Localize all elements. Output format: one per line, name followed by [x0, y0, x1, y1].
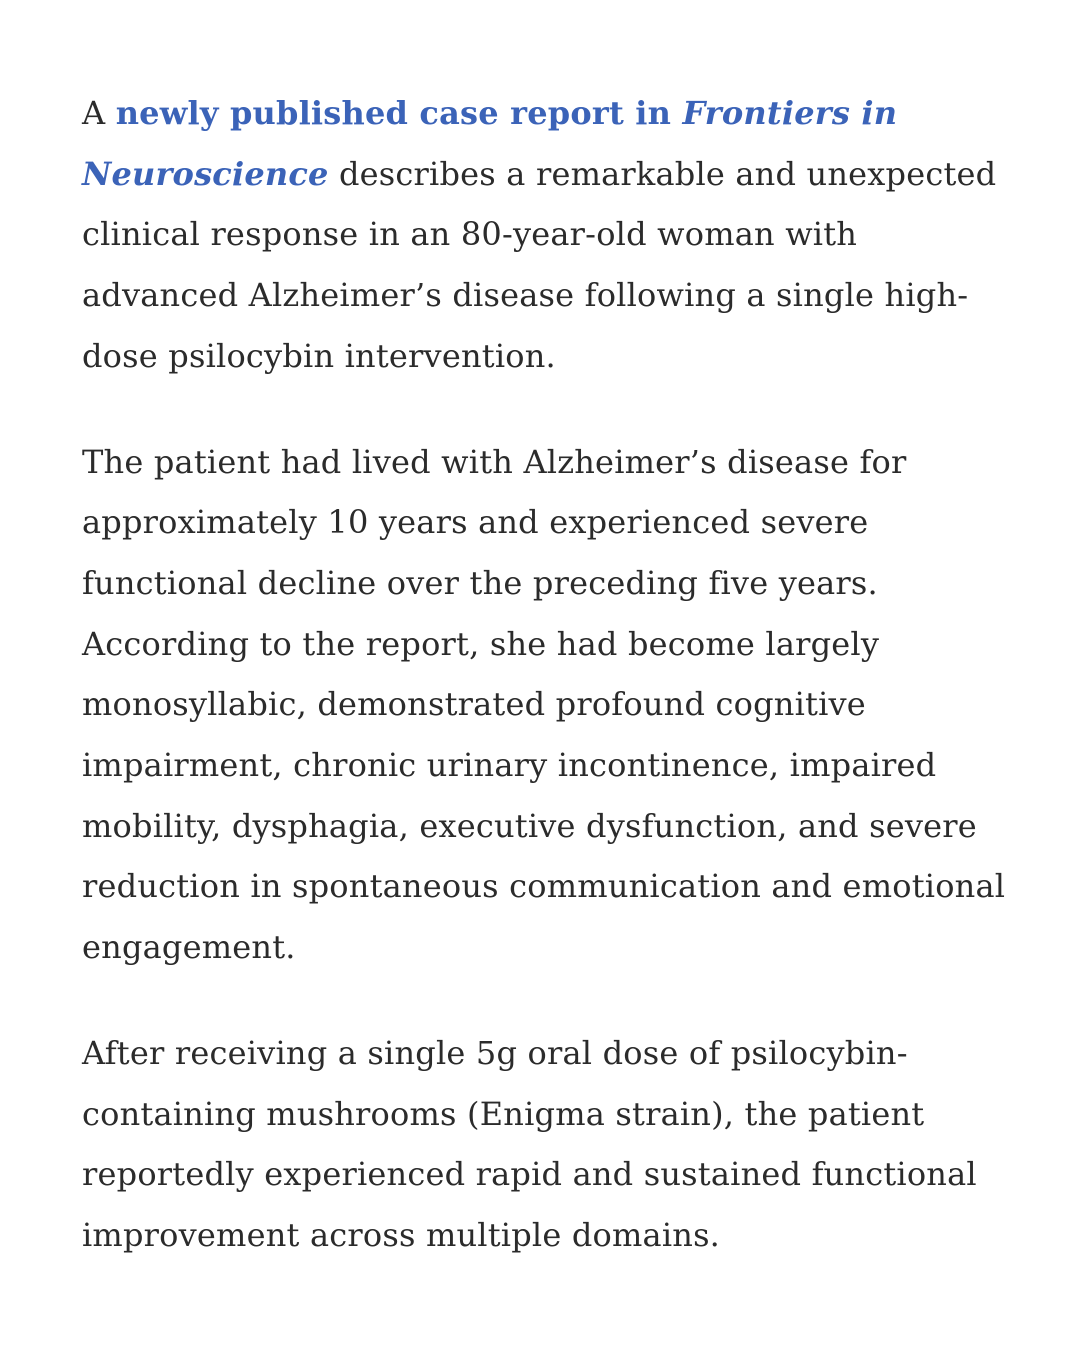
- case-report-link-text[interactable]: newly published case report in: [115, 94, 683, 132]
- paragraph-patient-history: The patient had lived with Alzheimer’s disease for approximately 10 years and experienced severe functional decline over the preceding five years. According to the report, she had become largely monosyllabic, demonstrated profound cognitive impairment, chronic urinary incontinence, impaired mobility, dysphagia, executive dysfunction, and severe reduction in spontaneous communication and emotional engagement.: [82, 442, 1006, 967]
- intro-rest-text: describes a remarkable and unexpected clinical response in an 80-year-old woman with advanced Alzheimer’s disease following a single high-dose psilocybin intervention.: [82, 154, 997, 375]
- paragraph-outcome: After receiving a single 5g oral dose of psilocybin-containing mushrooms (Enigma strain), the patient reportedly experienced rapid and sustained functional improvement across multiple domains.: [82, 1033, 977, 1254]
- intro-lead-text: A: [82, 94, 116, 132]
- journal-name[interactable]: Frontiers in Neuroscience: [82, 94, 898, 193]
- article-body: [82, 83, 1012, 1311]
- paragraph-intro: [82, 83, 1012, 387]
